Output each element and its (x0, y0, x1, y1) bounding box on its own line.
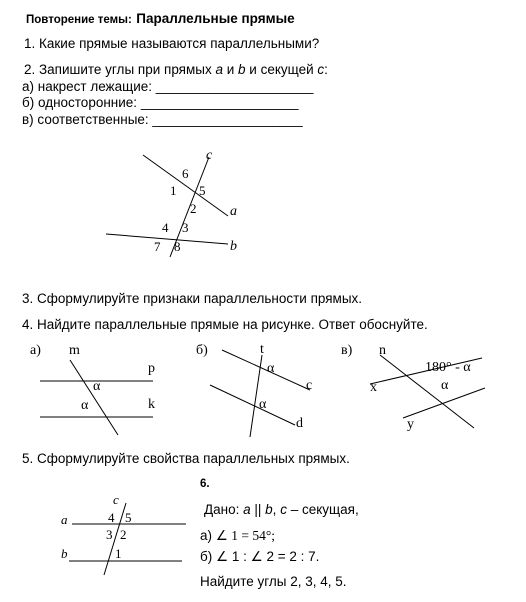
fig1-angle-5: 5 (199, 183, 206, 198)
figB-label-d: d (296, 416, 303, 431)
angle-icon: ∠ (215, 528, 228, 543)
q6-given (204, 502, 359, 517)
question-5: 5. Сформулируйте свойства параллельных прямых. (22, 451, 350, 466)
q2-line-c: c (317, 62, 325, 77)
angle-icon: ∠ (250, 549, 263, 564)
figB-label-t: t (260, 342, 264, 357)
q6-item-b-mid: 1 : (228, 549, 251, 564)
figA-tag: а) (30, 343, 41, 358)
figC-label-y: y (407, 417, 414, 432)
fig6-angle-1: 1 (115, 546, 122, 561)
question-3: 3. Сформулируйте признаки параллельности прямых. (22, 291, 363, 306)
q2-and: и (222, 62, 239, 77)
figA-alpha-1: α (93, 379, 101, 394)
q6-item-b (200, 549, 319, 565)
figC-label-n: n (379, 343, 386, 358)
q6-item-a-prefix: а) (200, 528, 216, 543)
q6-item-a-eq: 1 = 54°; (227, 528, 276, 543)
title-prefix: Повторение темы: (26, 14, 132, 26)
fig6-label-c: c (113, 492, 119, 507)
figA-label-p: p (148, 361, 155, 376)
q2-item-b-blank: _____________________ (140, 95, 299, 110)
q2-item-c-blank: ____________________ (152, 112, 303, 127)
fig1-angle-3: 3 (182, 220, 189, 235)
figB-alpha-2: α (259, 397, 267, 412)
q2-end: : (324, 62, 328, 77)
figC-angle-label: 180° - α (425, 360, 471, 375)
fig1-angle-4: 4 (162, 220, 169, 235)
figC-tag: в) (341, 343, 353, 358)
q2-line-a: a (215, 62, 223, 77)
fig1-angle-8: 8 (174, 239, 181, 254)
question-4: 4. Найдите параллельные прямые на рисунке. Ответ обоснуйте. (22, 317, 428, 332)
fig1-angle-7: 7 (154, 239, 161, 254)
q6-parallel: || (250, 502, 266, 517)
q6-find: Найдите углы 2, 3, 4, 5. (200, 574, 347, 589)
fig1-angle-6: 6 (182, 166, 189, 181)
q2-prompt-start: 2. Запишите углы при прямых (24, 62, 216, 77)
fig1-label-b: b (230, 239, 237, 254)
figB-alpha-1: α (267, 361, 275, 376)
fig6-label-a: a (61, 512, 68, 527)
fig6-angle-2: 2 (120, 527, 127, 542)
fig6-label-b: b (61, 546, 68, 561)
fig6-angle-3: 3 (106, 527, 113, 542)
q6-sep: , (272, 502, 281, 517)
q6-item-b-prefix: б) (200, 549, 216, 564)
q2-mid: и секущей (245, 62, 318, 77)
q6-given-end: – секущая, (286, 502, 359, 517)
fig6-angle-5: 5 (125, 510, 132, 525)
figB-label-c: c (306, 378, 313, 393)
q6-line-b: b (265, 502, 273, 517)
q6-given-prefix: Дано: (204, 502, 244, 517)
fig1-angle-2: 2 (190, 201, 197, 216)
q2-item-a-label: а) накрест лежащие: (22, 79, 156, 94)
question-1: 1. Какие прямые называются параллельными? (24, 36, 320, 51)
title-main: Параллельные прямые (136, 11, 295, 26)
angle-icon: ∠ (215, 549, 229, 564)
q2-item-c-label: в) соответственные: (22, 112, 153, 127)
figA-alpha-2: α (81, 398, 89, 413)
fig1-angle-1: 1 (170, 183, 177, 198)
q2-item-b-label: б) односторонние: (22, 95, 141, 110)
figC-label-x: x (370, 380, 377, 395)
q2-line-b: b (238, 62, 246, 77)
figA-label-k: k (148, 397, 155, 412)
fig6-angle-4: 4 (108, 510, 115, 525)
figC-alpha: α (441, 378, 449, 393)
q2-item-a-blank: _____________________ (155, 79, 314, 94)
q6-number: 6. (200, 478, 210, 490)
fig1-label-a: a (230, 204, 237, 219)
fig1-label-c: c (206, 148, 213, 163)
q6-item-a (200, 528, 275, 544)
figA-label-m: m (69, 343, 80, 358)
figB-tag: б) (196, 343, 208, 358)
q6-line-a: a (243, 502, 251, 517)
q6-item-b-eq: 2 = 2 : 7. (262, 549, 320, 564)
q6-line-c: c (280, 502, 287, 517)
